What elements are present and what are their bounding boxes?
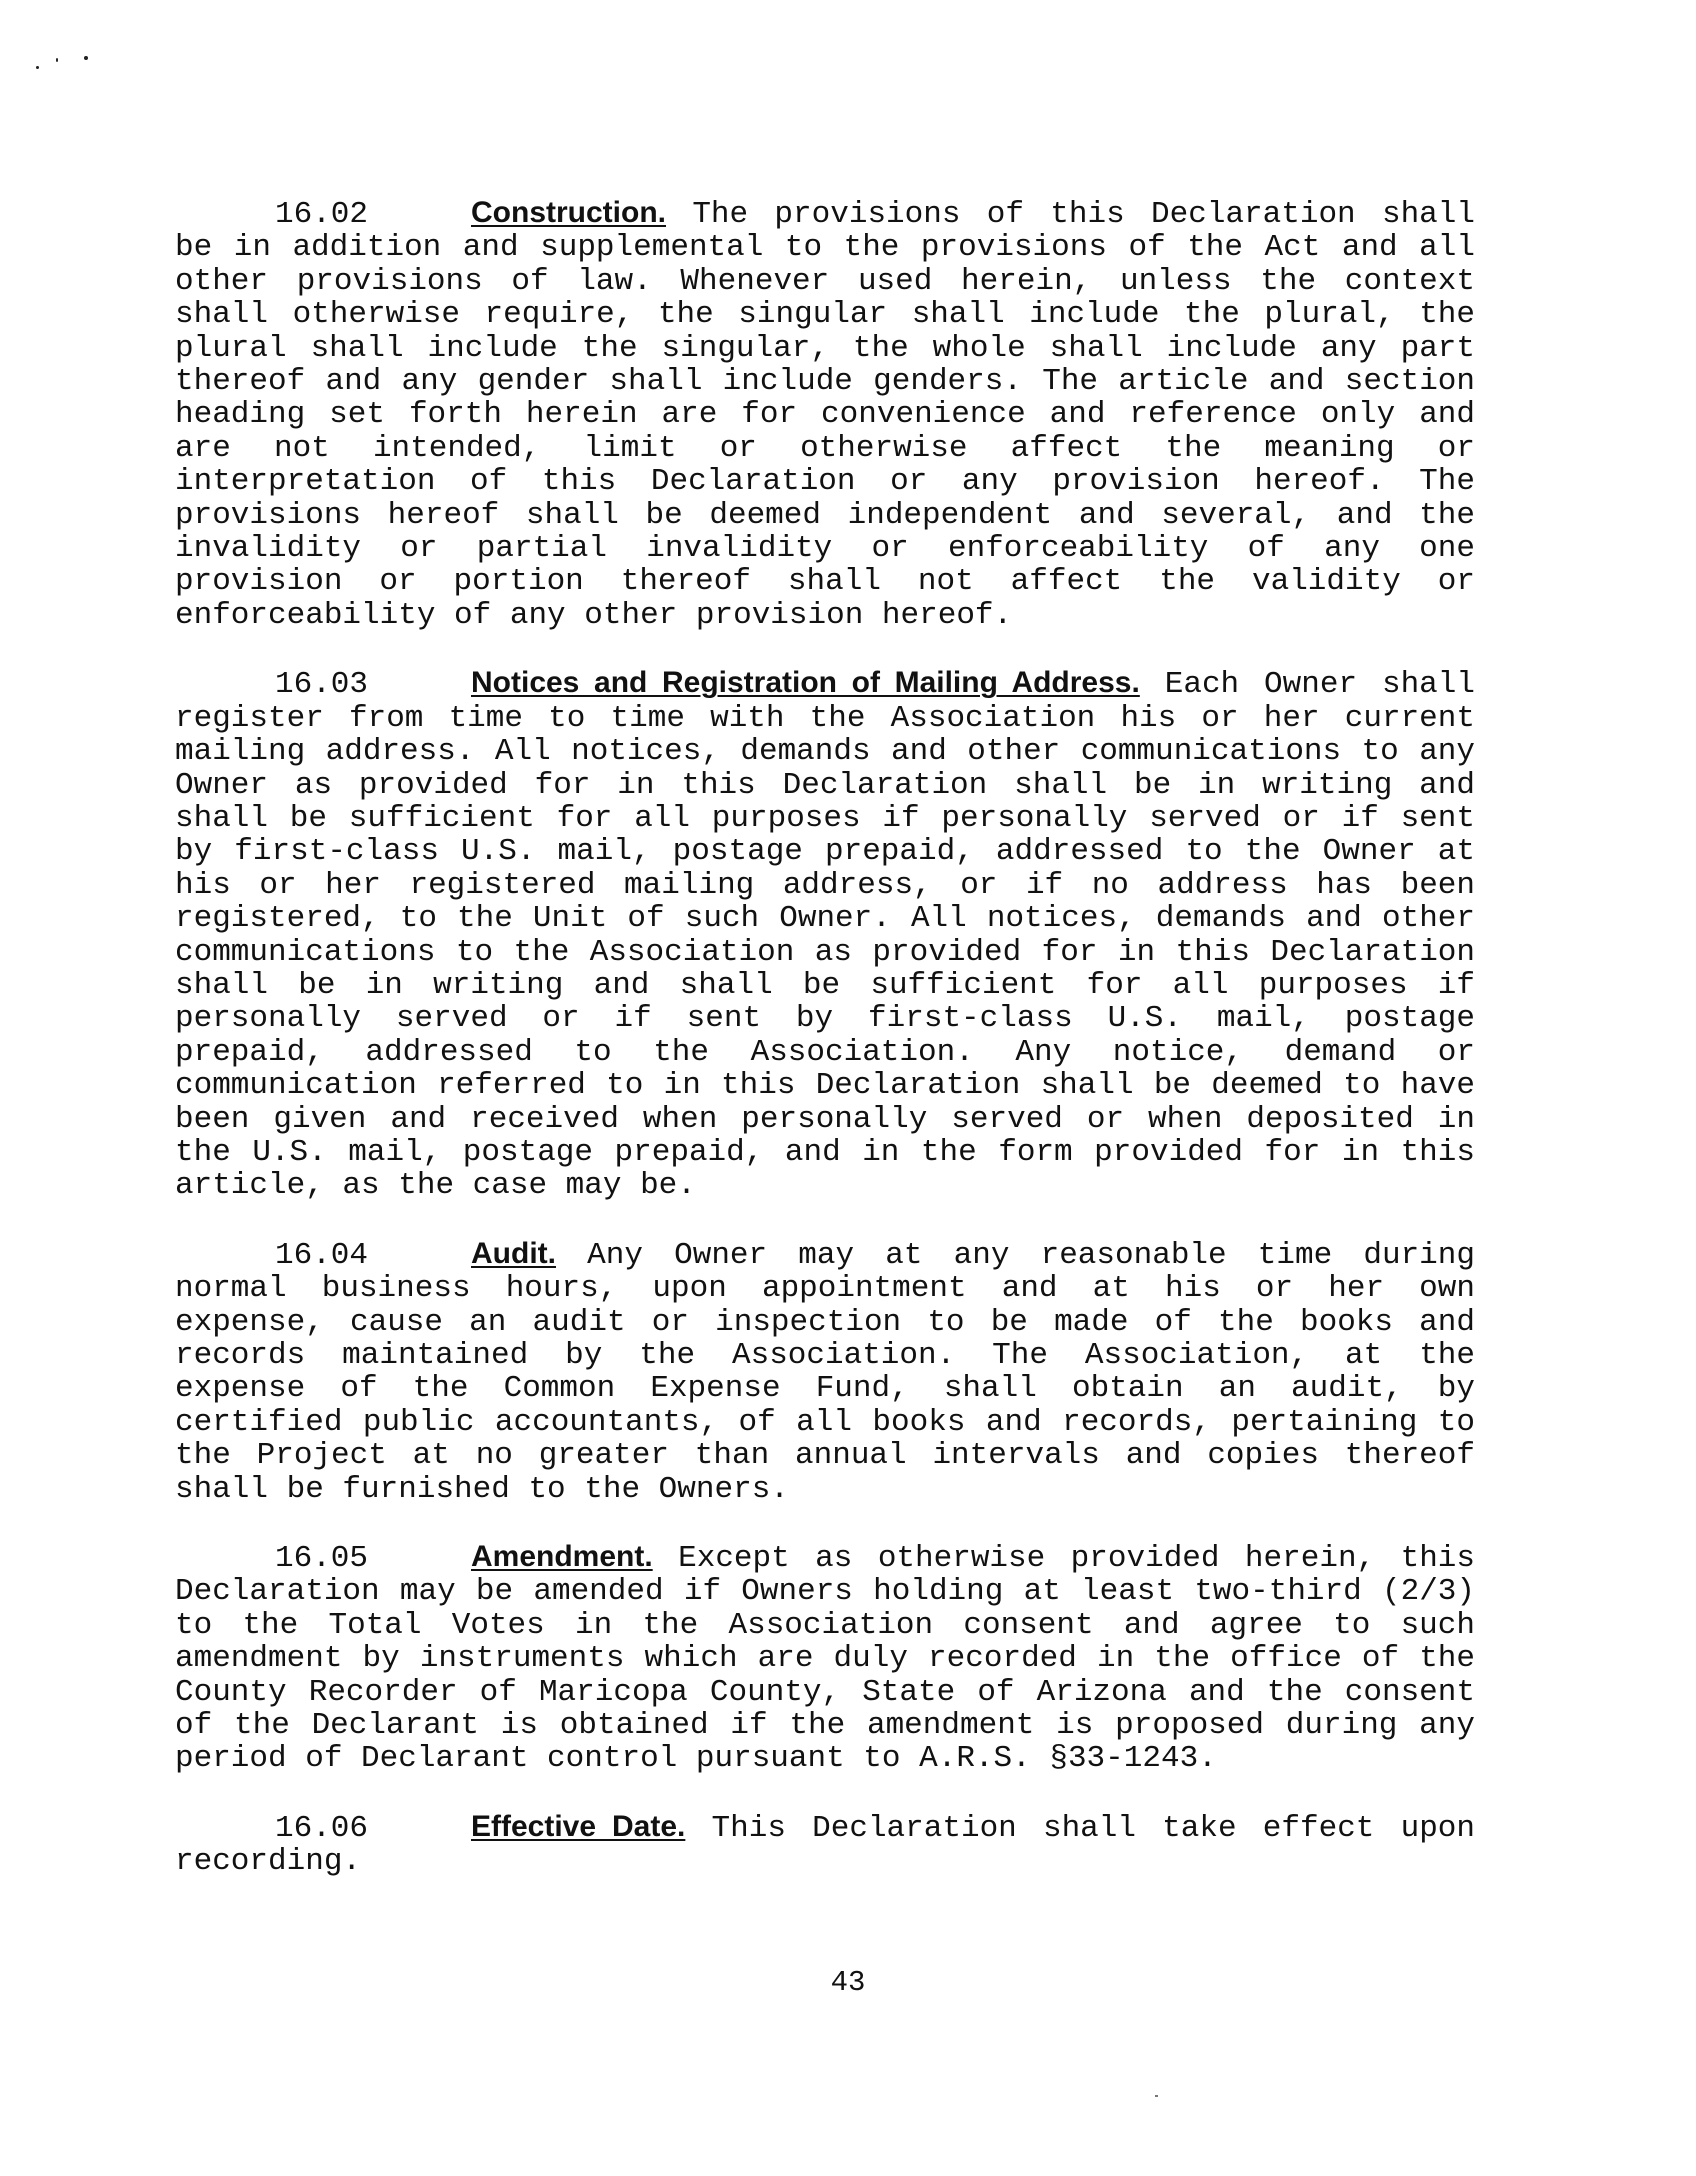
scan-dot <box>1155 2095 1158 2097</box>
section-16-02 <box>175 196 1475 632</box>
section-body: Any Owner may at any reasonable time during normal business hours, upon appointment and at his or her own expense, cause an audit or inspection to be made of the books and records maintained by the Association. The Association, at the expense of the Common Expense Fund, shall obtain an audit, by certified public accountants, of all books and records, pertaining to the Project at no greater than annual intervals and copies thereof shall be furnished to the Owners. <box>175 1237 1475 1507</box>
section-number: 16.04 <box>275 1237 369 1273</box>
document-body <box>175 196 1475 1913</box>
page-number: 43 <box>830 1966 866 1999</box>
section-heading: Amendment. <box>471 1540 653 1574</box>
section-16-03 <box>175 666 1475 1203</box>
section-body: Each Owner shall register from time to time with the Association his or her current mailing address. All notices, demands and other communications to any Owner as provided for in this Declaration shall be in writing and shall be sufficient for all purposes if personally served or if sent by first-class U.S. mail, postage prepaid, addressed to the Owner at his or her registered mailing address, or if no address has been registered, to the Unit of such Owner. All notices, demands and other communications to the Association as provided for in this Declaration shall be in writing and shall be sufficient for all purposes if personally served or if sent by first-class U.S. mail, postage prepaid, addressed to the Association. Any notice, demand or communication referred to in this Declaration shall be deemed to have been given and received when personally served or when deposited in the U.S. mail, postage prepaid, and in the form provided for in this article, as the case may be. <box>175 667 1475 1204</box>
section-number: 16.03 <box>275 667 369 703</box>
section-number: 16.02 <box>275 197 369 232</box>
section-heading: Effective Date. <box>471 1809 686 1843</box>
section-heading: Notices and Registration of Mailing Address. <box>471 666 1140 700</box>
section-heading: Construction. <box>471 196 666 229</box>
section-16-05 <box>175 1540 1475 1776</box>
section-16-04 <box>175 1237 1475 1506</box>
section-number: 16.05 <box>275 1541 369 1577</box>
section-heading: Audit. <box>471 1236 556 1270</box>
section-body: Except as otherwise provided herein, this Declaration may be amended if Owners holding at least two-third (2/3) to the Total Votes in the Association consent and agree to such amendment by instruments which are duly recorded in the office of the County Recorder of Maricopa County, State of Arizona and the consent of the Declarant is obtained if the amendment is proposed during any period of Declarant control pursuant to A.R.S. §33-1243. <box>175 1541 1475 1777</box>
section-body: The provisions of this Declaration shall be in addition and supplemental to the provisions of the Act and all other provisions of law. Whenever used herein, unless the context shall otherwise require, the singular shall include the plural, the plural shall include the singular, the whole shall include any part thereof and any gender shall include genders. The article and section heading set forth herein are for convenience and reference only and are not intended, limit or otherwise affect the meaning or interpretation of this Declaration or any provision hereof. The provisions hereof shall be deemed independent and several, and the invalidity or partial invalidity or enforceability of any one provision or portion thereof shall not affect the validity or enforceability of any other provision hereof. <box>175 197 1475 633</box>
section-16-06 <box>175 1810 1475 1879</box>
section-number: 16.06 <box>275 1810 369 1846</box>
scan-specks <box>36 54 136 74</box>
section-body: This Declaration shall take effect upon recording. <box>175 1810 1476 1880</box>
